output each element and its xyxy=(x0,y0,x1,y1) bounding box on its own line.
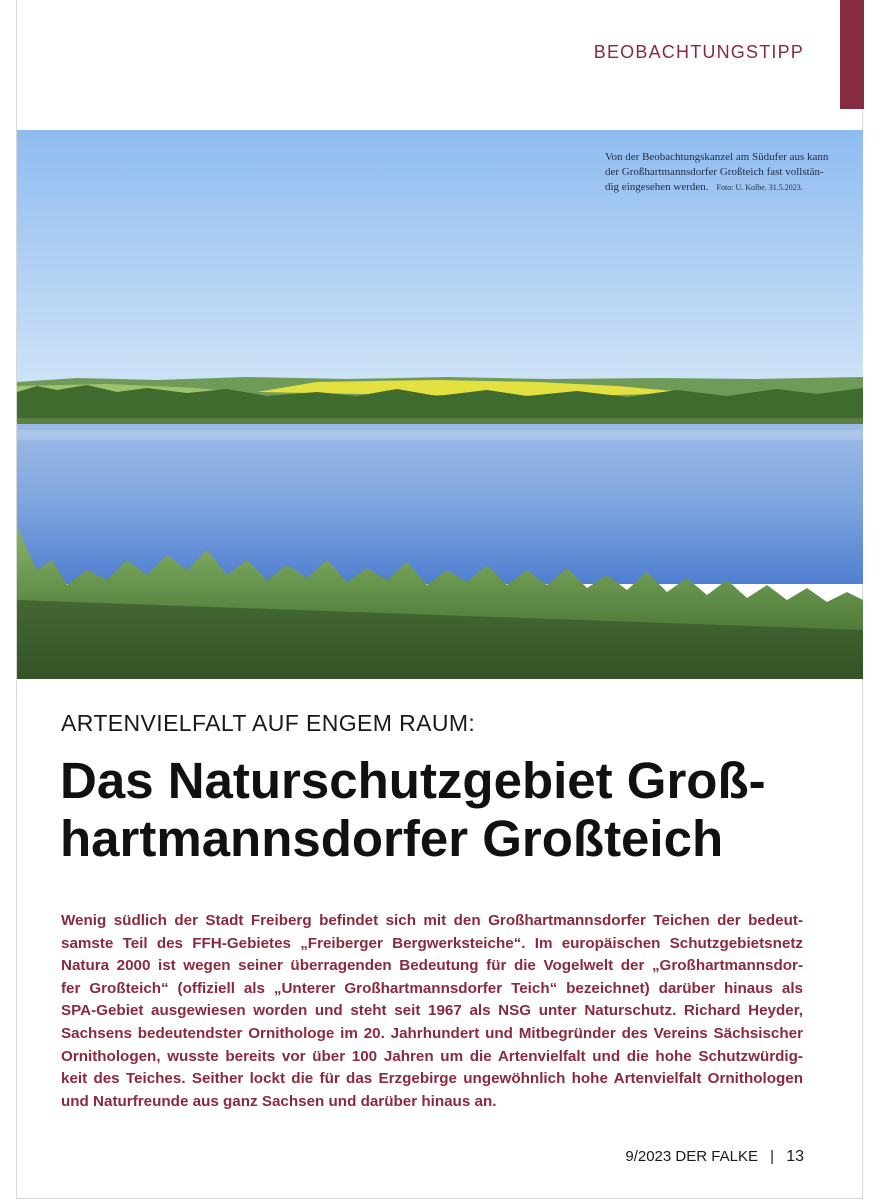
lead-line: fer Großteich“ (offiziell als „Unterer Großhartmannsdorfer Teich“ bezeichnet) darüber hinaus als xyxy=(61,979,803,997)
caption-line: Von der Beobachtungskanzel am Südufer aus kann xyxy=(605,151,829,163)
article-lead xyxy=(61,910,803,1113)
photo-caption xyxy=(605,150,843,195)
lead-line: Sachsens bedeutendster Ornithologe im 20. Jahrhundert und Mitbegründer des Vereins Sächsischer xyxy=(61,1024,803,1042)
footer-separator: | xyxy=(770,1148,775,1165)
lake-photo xyxy=(17,130,863,679)
lead-line: SPA-Gebiet ausgewiesen worden und steht seit 1967 als NSG unter Naturschutz. Richard Heyder, xyxy=(61,1002,803,1020)
photo-credit: Foto: U. Kolbe. 31.5.2023. xyxy=(716,183,803,192)
issue-number: 9/2023 xyxy=(625,1148,672,1165)
article-headline xyxy=(60,752,840,868)
caption-line: der Großhartmannsdorfer Großteich fast vollstän- xyxy=(605,166,824,178)
headline-line: hartmannsdorfer Großteich xyxy=(60,810,724,867)
section-accent-bar xyxy=(840,0,864,109)
lead-line: samste Teil des FFH-Gebietes „Freiberger Bergwerksteiche“. Im europäischen Schutzgebietsnetz xyxy=(61,934,803,952)
magazine-name: DER FALKE xyxy=(675,1148,758,1165)
page-footer xyxy=(625,1148,804,1166)
lake-water xyxy=(17,424,863,584)
page-number: 13 xyxy=(786,1148,804,1165)
lead-line: Ornithologen, wusste bereits vor über 100 Jahren um die Artenvielfalt und die hohe Schutzwürdig- xyxy=(61,1047,803,1065)
lead-line: keit des Teiches. Seither lockt die für das Erzgebirge ungewöhnlich hohe Artenvielfalt Ornithologen xyxy=(61,1070,803,1088)
lead-line: und Naturfreunde aus ganz Sachsen und darüber hinaus an. xyxy=(61,1092,497,1110)
section-label: BEOBACHTUNGSTIPP xyxy=(593,42,804,62)
shoreline xyxy=(17,418,863,424)
caption-line-text: dig eingesehen werden. xyxy=(605,181,709,193)
headline-line: Das Naturschutzgebiet Groß- xyxy=(60,752,766,809)
caption-line xyxy=(605,180,843,195)
lead-line: Natura 2000 ist wegen seiner überragenden Bedeutung für die Vogelwelt der „Großhartmannsdor- xyxy=(61,957,803,975)
lead-line: Wenig südlich der Stadt Freiberg befindet sich mit den Großhartmannsdorfer Teichen der bedeut- xyxy=(61,912,803,929)
article-kicker: ARTENVIELFALT AUF ENGEM RAUM: xyxy=(61,710,476,736)
